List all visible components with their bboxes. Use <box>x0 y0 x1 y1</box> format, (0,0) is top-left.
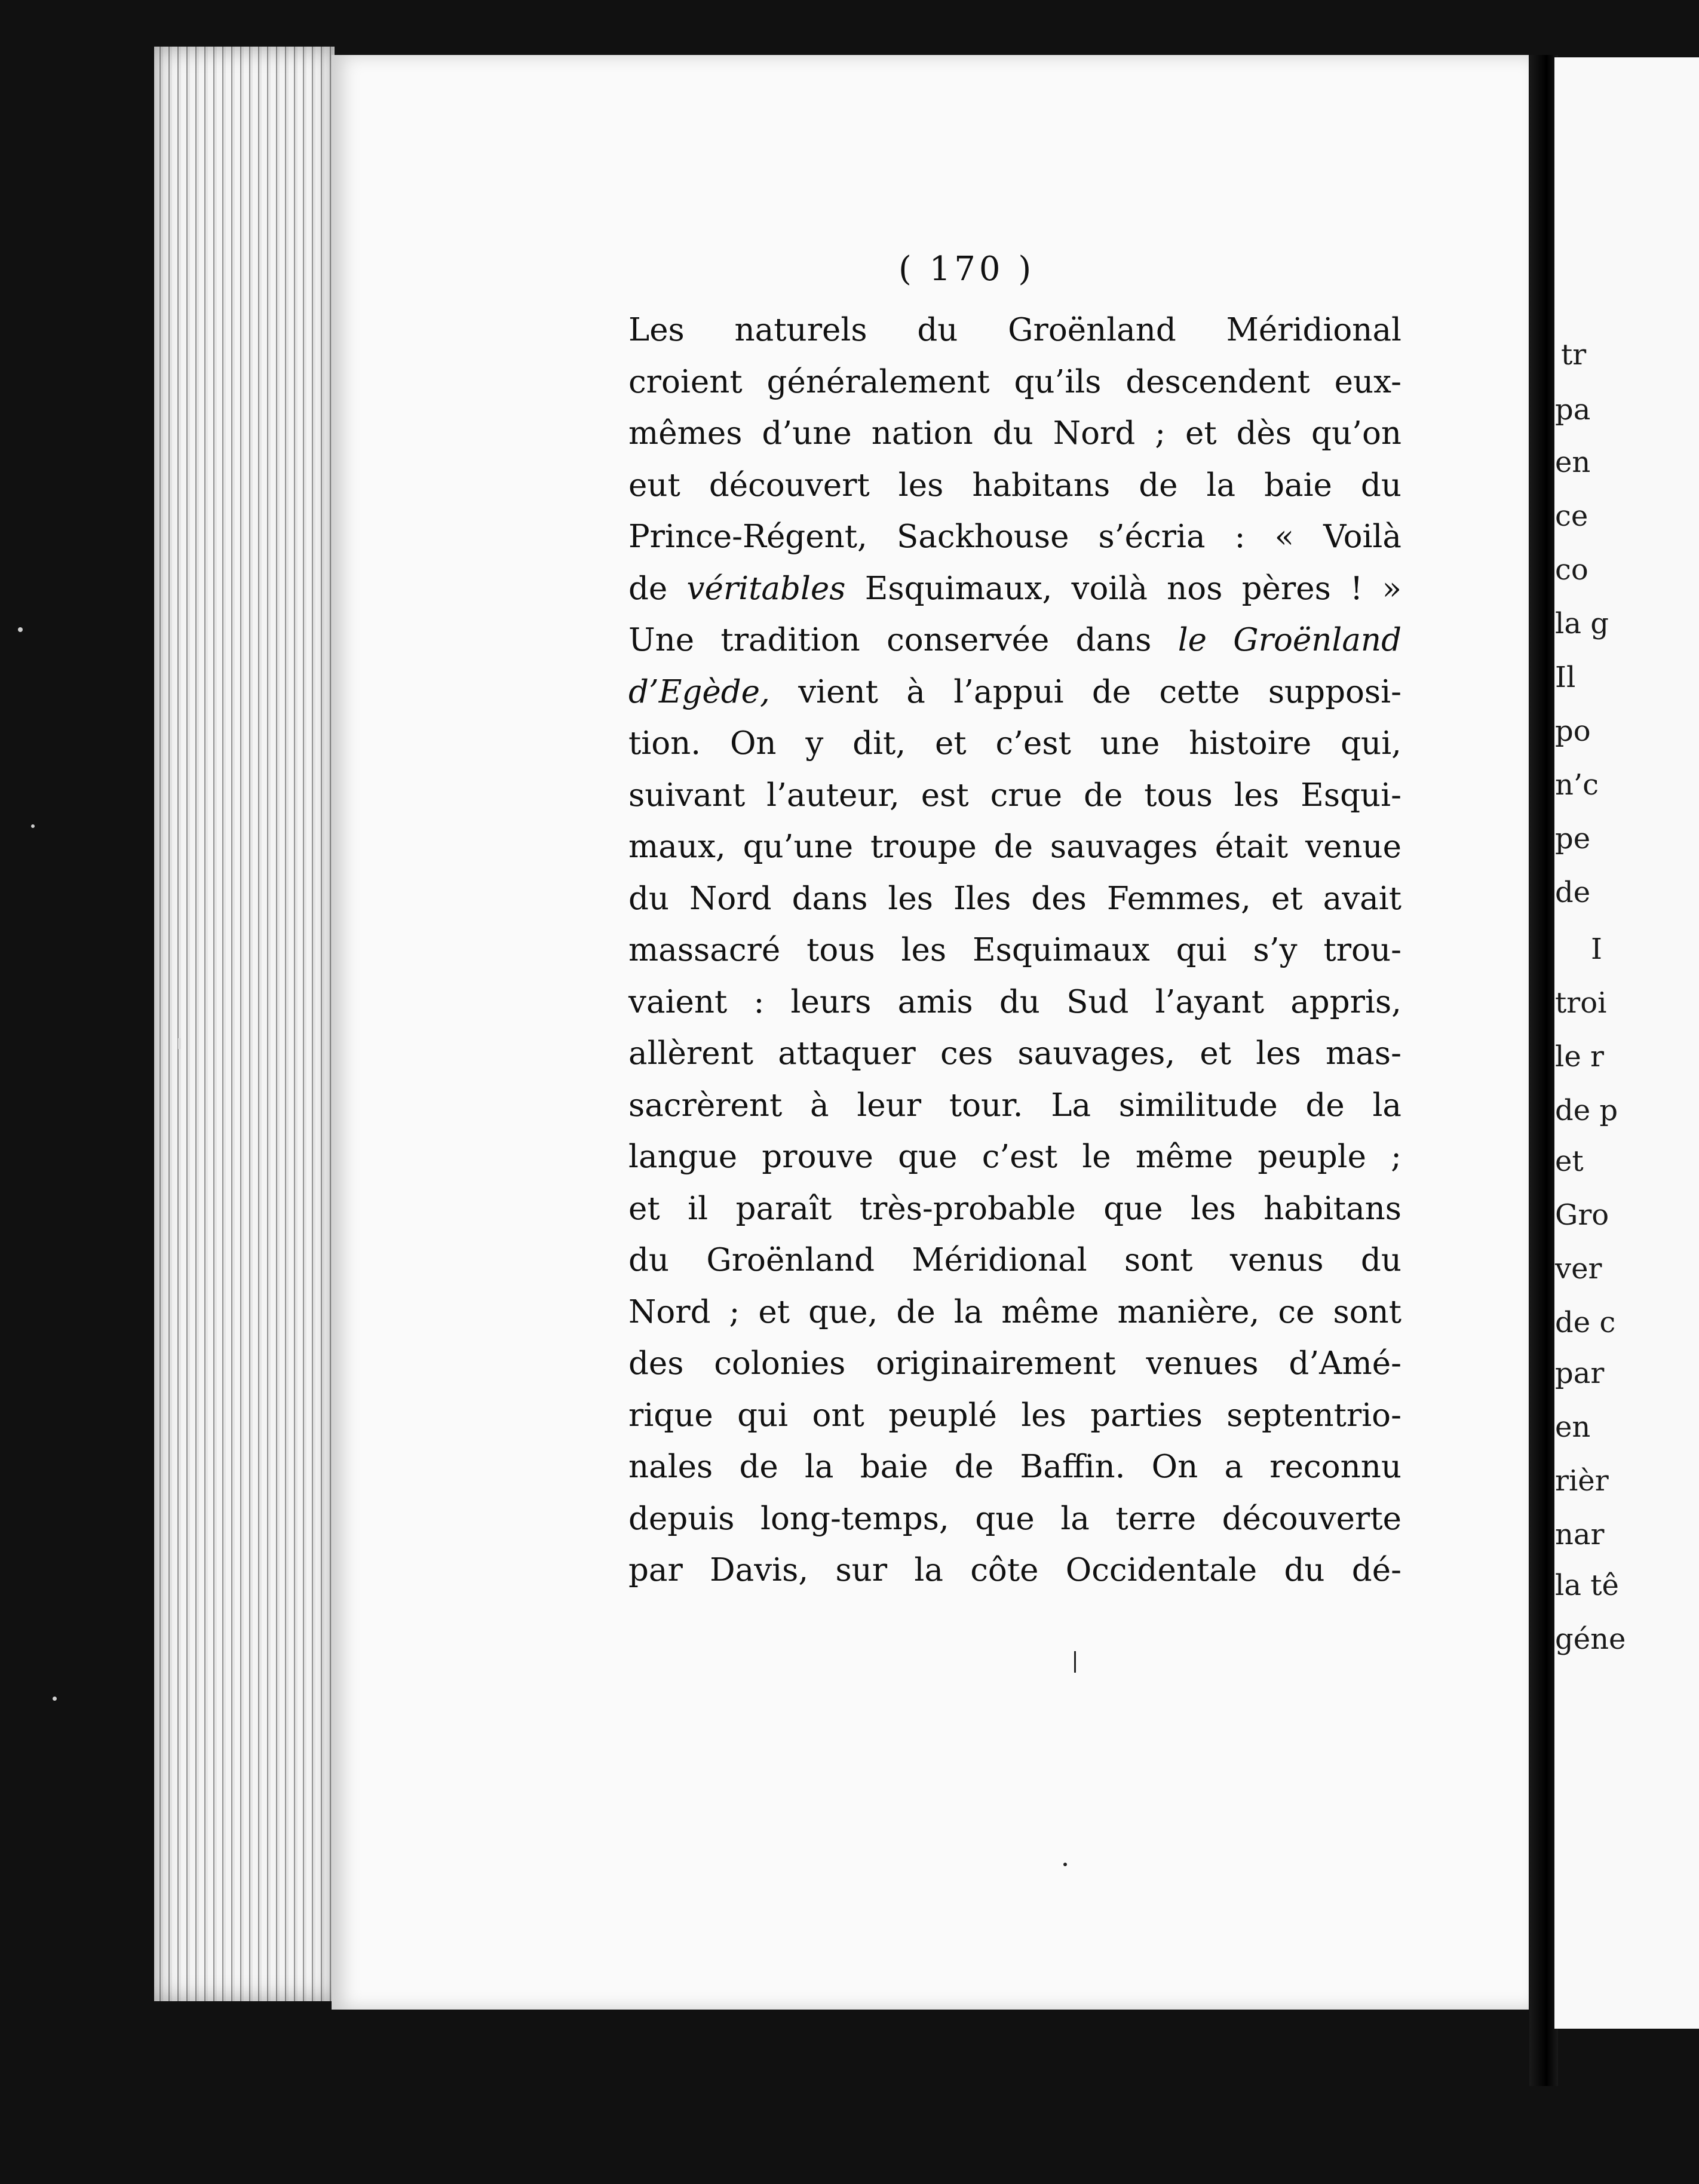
facing-text-fragment: en <box>1555 1410 1591 1444</box>
text-line <box>628 1080 1401 1132</box>
scan-mark <box>1063 1863 1067 1866</box>
text-run: de <box>628 570 687 607</box>
text-run: rique qui ont peuplé les parties septentrio- <box>628 1397 1401 1434</box>
text-line <box>628 460 1401 512</box>
text-run: Les naturels du Groënland Méridional <box>628 312 1401 348</box>
text-line <box>628 1441 1401 1493</box>
book-gutter <box>1529 55 1558 2086</box>
text-line <box>628 1338 1401 1390</box>
text-line <box>628 357 1401 409</box>
facing-text-fragment: en <box>1555 446 1591 479</box>
text-line <box>628 1545 1401 1597</box>
scan-mark <box>178 1038 181 1049</box>
text-run: mêmes d’une nation du Nord ; et dès qu’on <box>628 415 1401 452</box>
text-run: nales de la baie de Baffin. On a reconnu <box>628 1449 1401 1485</box>
facing-text-fragment: po <box>1555 714 1591 748</box>
text-run: Esquimaux, voilà nos pères ! » <box>845 570 1402 607</box>
facing-text-fragment: géne <box>1555 1622 1626 1656</box>
text-run: Prince-Régent, Sackhouse s’écria : « Voilà <box>628 519 1401 555</box>
text-line <box>628 1493 1401 1545</box>
text-line <box>628 770 1401 822</box>
text-run: du Nord dans les Iles des Femmes, et avait <box>628 880 1401 917</box>
italic-text: véritables <box>686 570 846 607</box>
text-line <box>628 977 1401 1029</box>
text-run: tion. On y dit, et c’est une histoire qui, <box>628 725 1401 762</box>
page-number: ( 170 ) <box>898 250 1035 289</box>
scan-mark <box>1074 1651 1076 1673</box>
text-line <box>628 305 1401 357</box>
text-line <box>628 408 1401 460</box>
text-line <box>628 925 1401 977</box>
facing-text-fragment: la tê <box>1555 1569 1619 1602</box>
facing-text-fragment: de <box>1555 876 1591 909</box>
facing-text-fragment: co <box>1555 553 1588 587</box>
facing-text-fragment: de p <box>1555 1094 1618 1127</box>
scan-dust <box>53 1697 57 1701</box>
text-line <box>628 615 1401 667</box>
text-run: massacré tous les Esquimaux qui s’y trou- <box>628 932 1401 968</box>
facing-text-fragment: Il <box>1555 661 1576 694</box>
scan-dust <box>18 627 23 632</box>
text-line <box>628 563 1401 615</box>
text-run: eut découvert les habitans de la baie du <box>628 467 1401 504</box>
italic-text: d’Egède, <box>628 673 770 710</box>
text-line <box>628 1028 1401 1080</box>
text-line <box>628 1287 1401 1339</box>
page-edges-stack <box>154 47 335 2001</box>
text-run: vient à l’appui de cette supposi- <box>769 673 1401 710</box>
text-line <box>628 511 1401 563</box>
facing-text-fragment: pa <box>1555 393 1591 427</box>
facing-text-fragment: I <box>1591 933 1602 966</box>
text-run: maux, qu’une troupe de sauvages était venue <box>628 829 1401 865</box>
facing-text-fragment: tr <box>1561 338 1587 372</box>
facing-text-fragment: rièr <box>1555 1464 1609 1498</box>
text-run: Nord ; et que, de la même manière, ce sont <box>628 1293 1401 1330</box>
text-line <box>628 873 1401 925</box>
text-line <box>628 1390 1401 1442</box>
text-run: des colonies originairement venues d’Amé- <box>628 1345 1401 1382</box>
text-line <box>628 718 1401 770</box>
body-text <box>628 305 1401 1597</box>
text-line <box>628 821 1401 873</box>
facing-text-fragment: la g <box>1555 607 1609 640</box>
text-run: et il paraît très-probable que les habitans <box>628 1190 1401 1227</box>
text-run: depuis long-temps, que la terre découverte <box>628 1500 1401 1537</box>
text-run: langue prouve que c’est le même peuple ; <box>628 1139 1401 1175</box>
italic-text: le Groënland <box>1177 622 1401 658</box>
text-run: vaient : leurs amis du Sud l’ayant appris, <box>628 983 1401 1020</box>
text-run: suivant l’auteur, est crue de tous les Esqui- <box>628 777 1401 814</box>
facing-text-fragment: et <box>1555 1145 1584 1178</box>
text-run: Une tradition conservée dans <box>628 622 1178 658</box>
scan-dust <box>31 824 35 828</box>
text-line <box>628 1183 1401 1235</box>
text-line <box>628 667 1401 719</box>
text-run: croient généralement qu’ils descendent eux- <box>628 363 1401 400</box>
facing-text-fragment: le r <box>1555 1040 1604 1073</box>
text-run: du Groënland Méridional sont venus du <box>628 1242 1401 1278</box>
facing-text-fragment: de c <box>1555 1306 1616 1339</box>
text-run: allèrent attaquer ces sauvages, et les mas- <box>628 1035 1401 1072</box>
facing-text-fragment: nar <box>1555 1518 1605 1551</box>
facing-text-fragment: n’c <box>1555 768 1599 802</box>
facing-text-fragment: ver <box>1555 1252 1602 1286</box>
facing-text-fragment: par <box>1555 1357 1605 1390</box>
text-line <box>628 1235 1401 1287</box>
text-line <box>628 1131 1401 1183</box>
facing-text-fragment: pe <box>1555 822 1591 855</box>
text-run: sacrèrent à leur tour. La similitude de la <box>628 1087 1401 1124</box>
facing-text-fragment: ce <box>1555 499 1588 533</box>
text-run: par Davis, sur la côte Occidentale du dé- <box>628 1552 1401 1588</box>
facing-page <box>1554 57 1699 2029</box>
facing-text-fragment: Gro <box>1555 1198 1609 1232</box>
facing-text-fragment: troi <box>1555 986 1607 1020</box>
